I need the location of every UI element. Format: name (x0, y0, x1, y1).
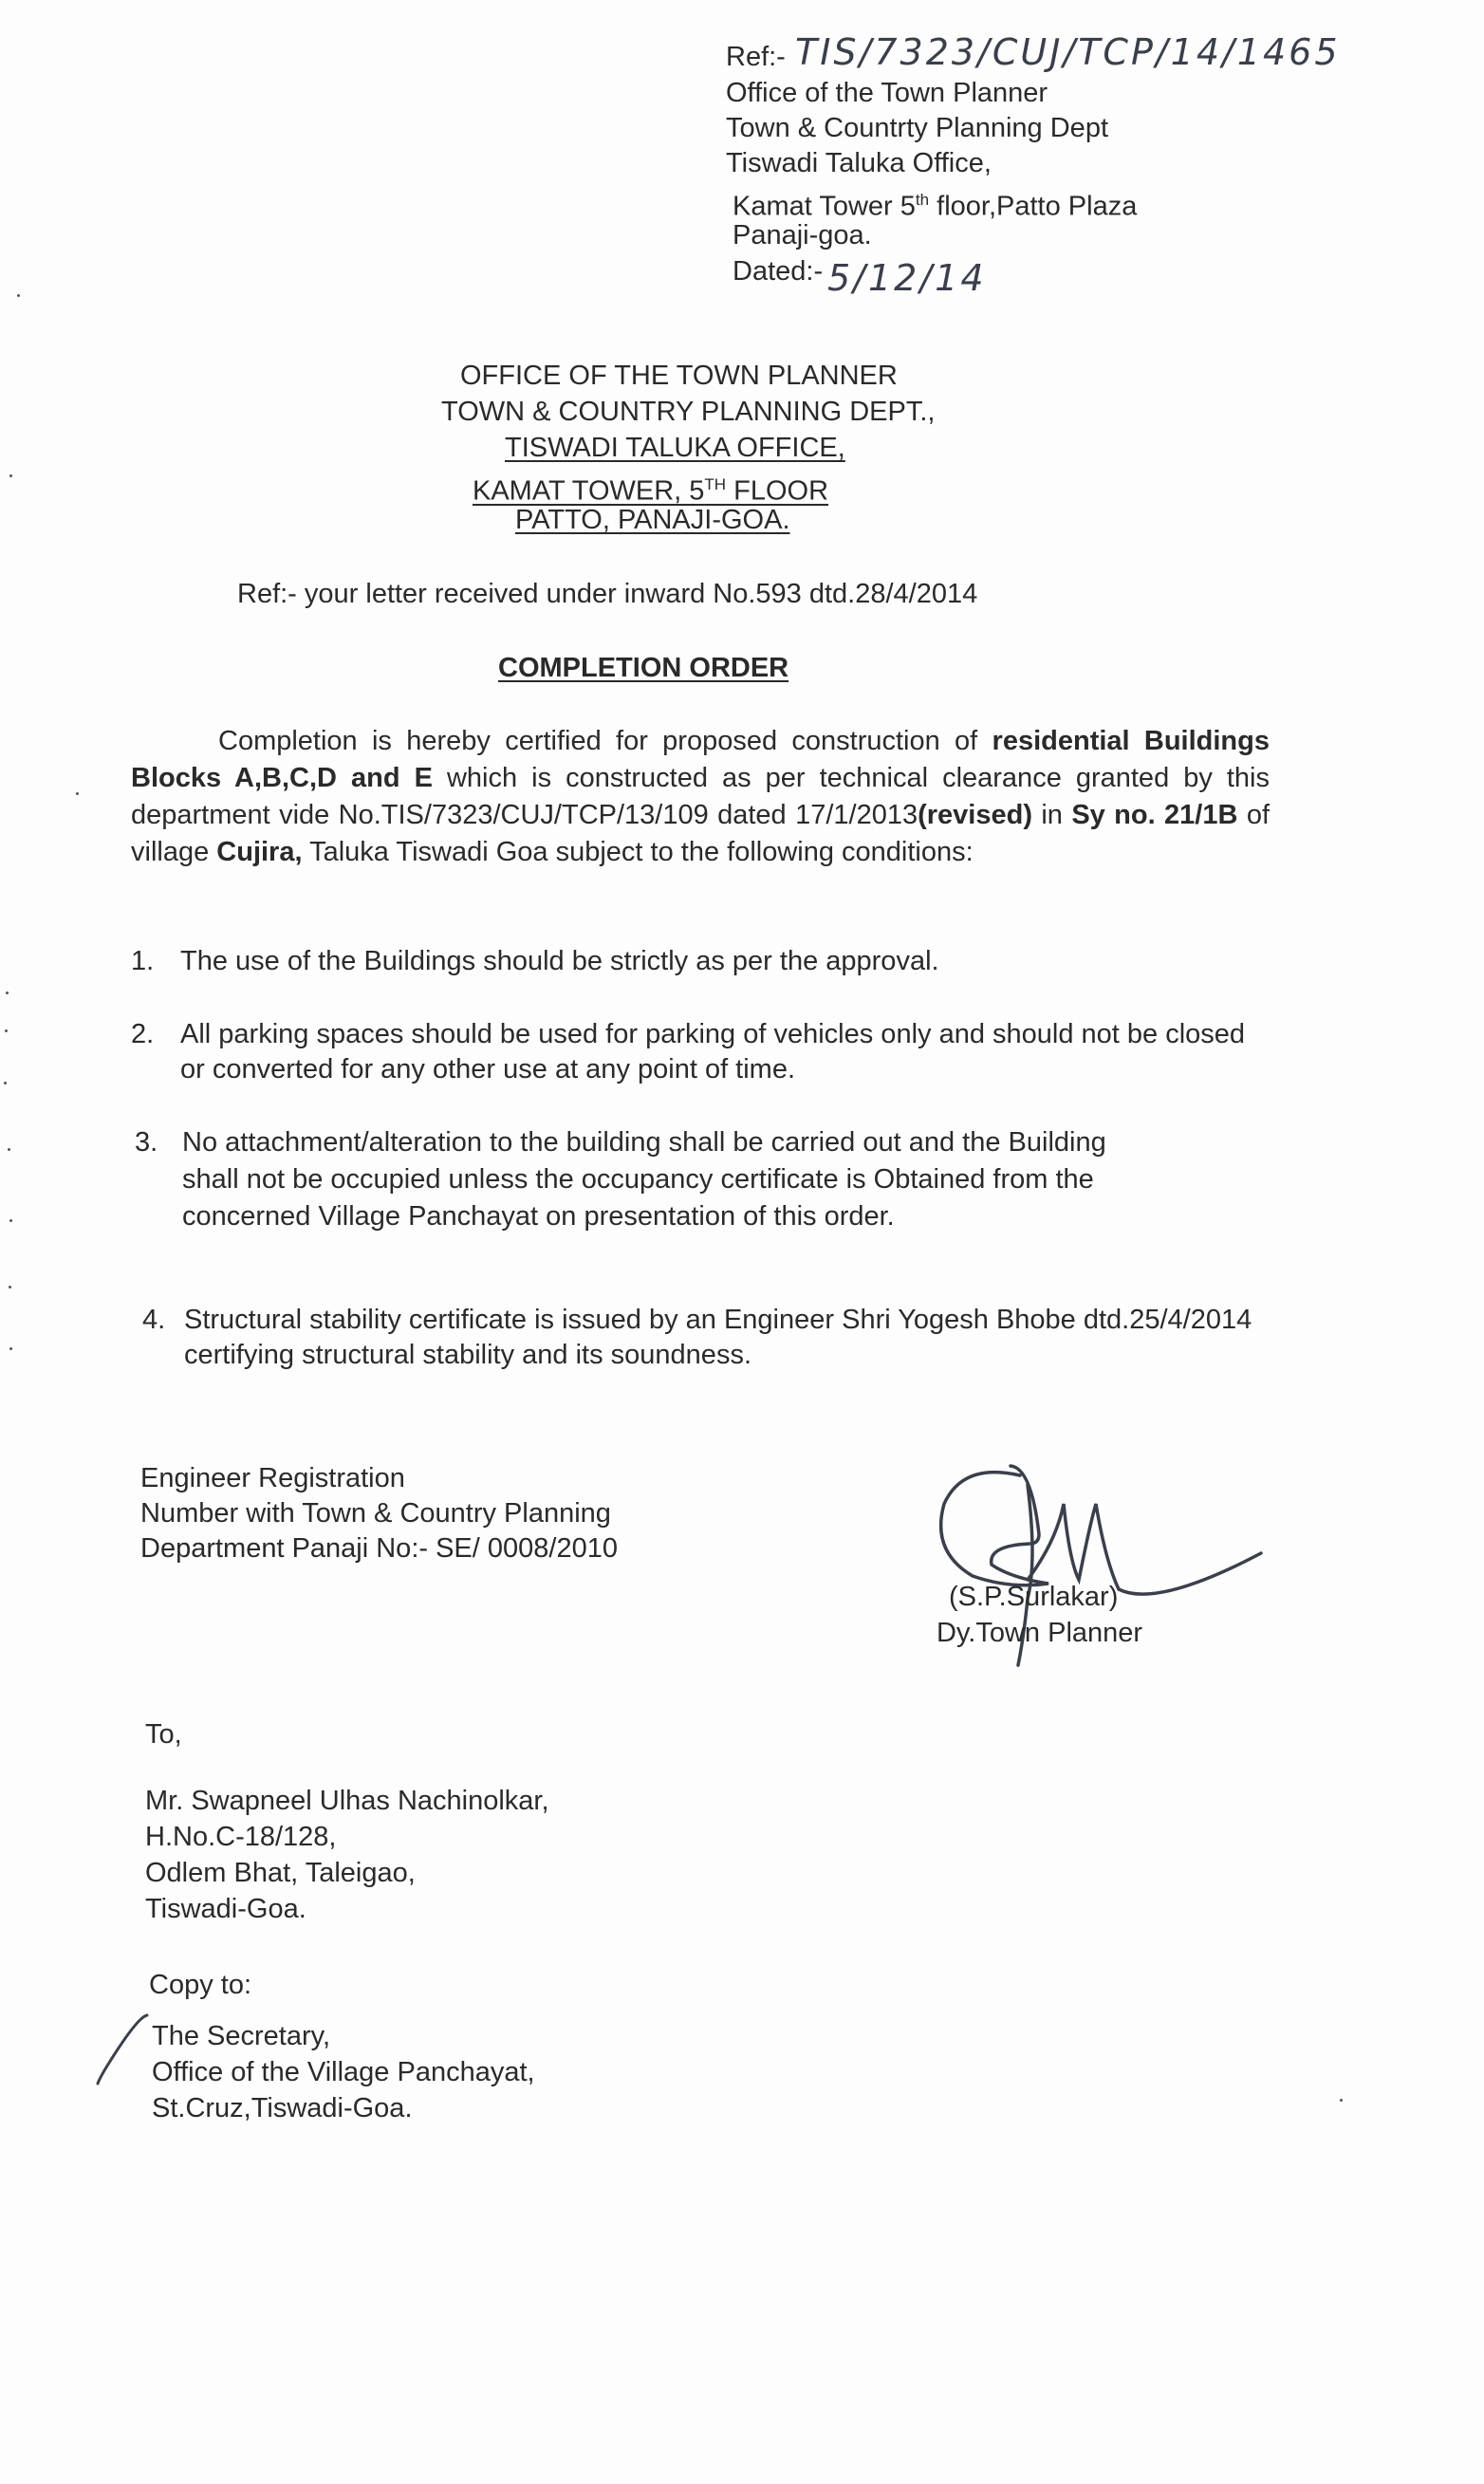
condition-item: 2. All parking spaces should be used for parking of vehicles only and should not be closed or converted for any other use at any point of time. (131, 1019, 1246, 1084)
signatory-name: (S.P.Surlakar) (949, 1582, 1119, 1612)
office-heading-line4: KAMAT TOWER, 5TH FLOOR (473, 475, 829, 507)
header-line-office: Office of the Town Planner (726, 78, 1048, 108)
dated-label: Dated:- (733, 256, 824, 287)
office-heading-line1: OFFICE OF THE TOWN PLANNER (460, 361, 898, 391)
handwritten-date: 5/12/14 (827, 257, 987, 299)
checkmark-tick (90, 2011, 157, 2097)
document-title: COMPLETION ORDER (498, 653, 789, 683)
header-line-kamat: Kamat Tower 5th floor,Patto Plaza (733, 191, 1138, 222)
header-line-city: Panaji-goa. (733, 220, 872, 250)
copy-to-label: Copy to: (149, 1970, 251, 2000)
ref-label: Ref:- (726, 42, 786, 72)
signature (925, 1456, 1267, 1694)
signatory-designation: Dy.Town Planner (937, 1618, 1143, 1648)
header-line-dept: Town & Countrty Planning Dept (726, 113, 1108, 143)
reference-line: Ref:- your letter received under inward No.593 dtd.28/4/2014 (237, 579, 978, 609)
condition-item: 1. The use of the Buildings should be strictly as per the approval. (131, 946, 939, 976)
header-line-taluka: Tiswadi Taluka Office, (726, 148, 992, 178)
to-label: To, (145, 1719, 182, 1750)
condition-item: 4. Structural stability certificate is issued by an Engineer Shri Yogesh Bhobe dtd.25/4/2014 certifying structural stability and its soundness. (142, 1305, 1252, 1370)
handwritten-ref-number: TIS/7323/CUJ/TCP/14/1465 (795, 31, 1341, 73)
condition-item: 3. No attachment/alteration to the building shall be carried out and the Building shall not be occupied unless the occupancy certificate is Obtained from the concerned Village Panchayat on presentation of this order. (135, 1127, 1106, 1232)
certification-paragraph: Completion is hereby certified for proposed construction of residential Buildings Blocks A,B,C,D and E which is constructed as per technical clearance granted by this department vide No.TIS/7323/CUJ/TCP/13/109 dated 17/1/2013(revised) in Sy no. 21/1B of village Cujira, Taluka Tiswadi Goa subject to the following conditions: (131, 726, 1271, 867)
office-heading-line2: TOWN & COUNTRY PLANNING DEPT., (441, 397, 936, 427)
office-heading-line3: TISWADI TALUKA OFFICE, (505, 433, 845, 463)
ref-line (726, 40, 786, 75)
office-heading-line5: PATTO, PANAJI-GOA. (515, 505, 790, 535)
